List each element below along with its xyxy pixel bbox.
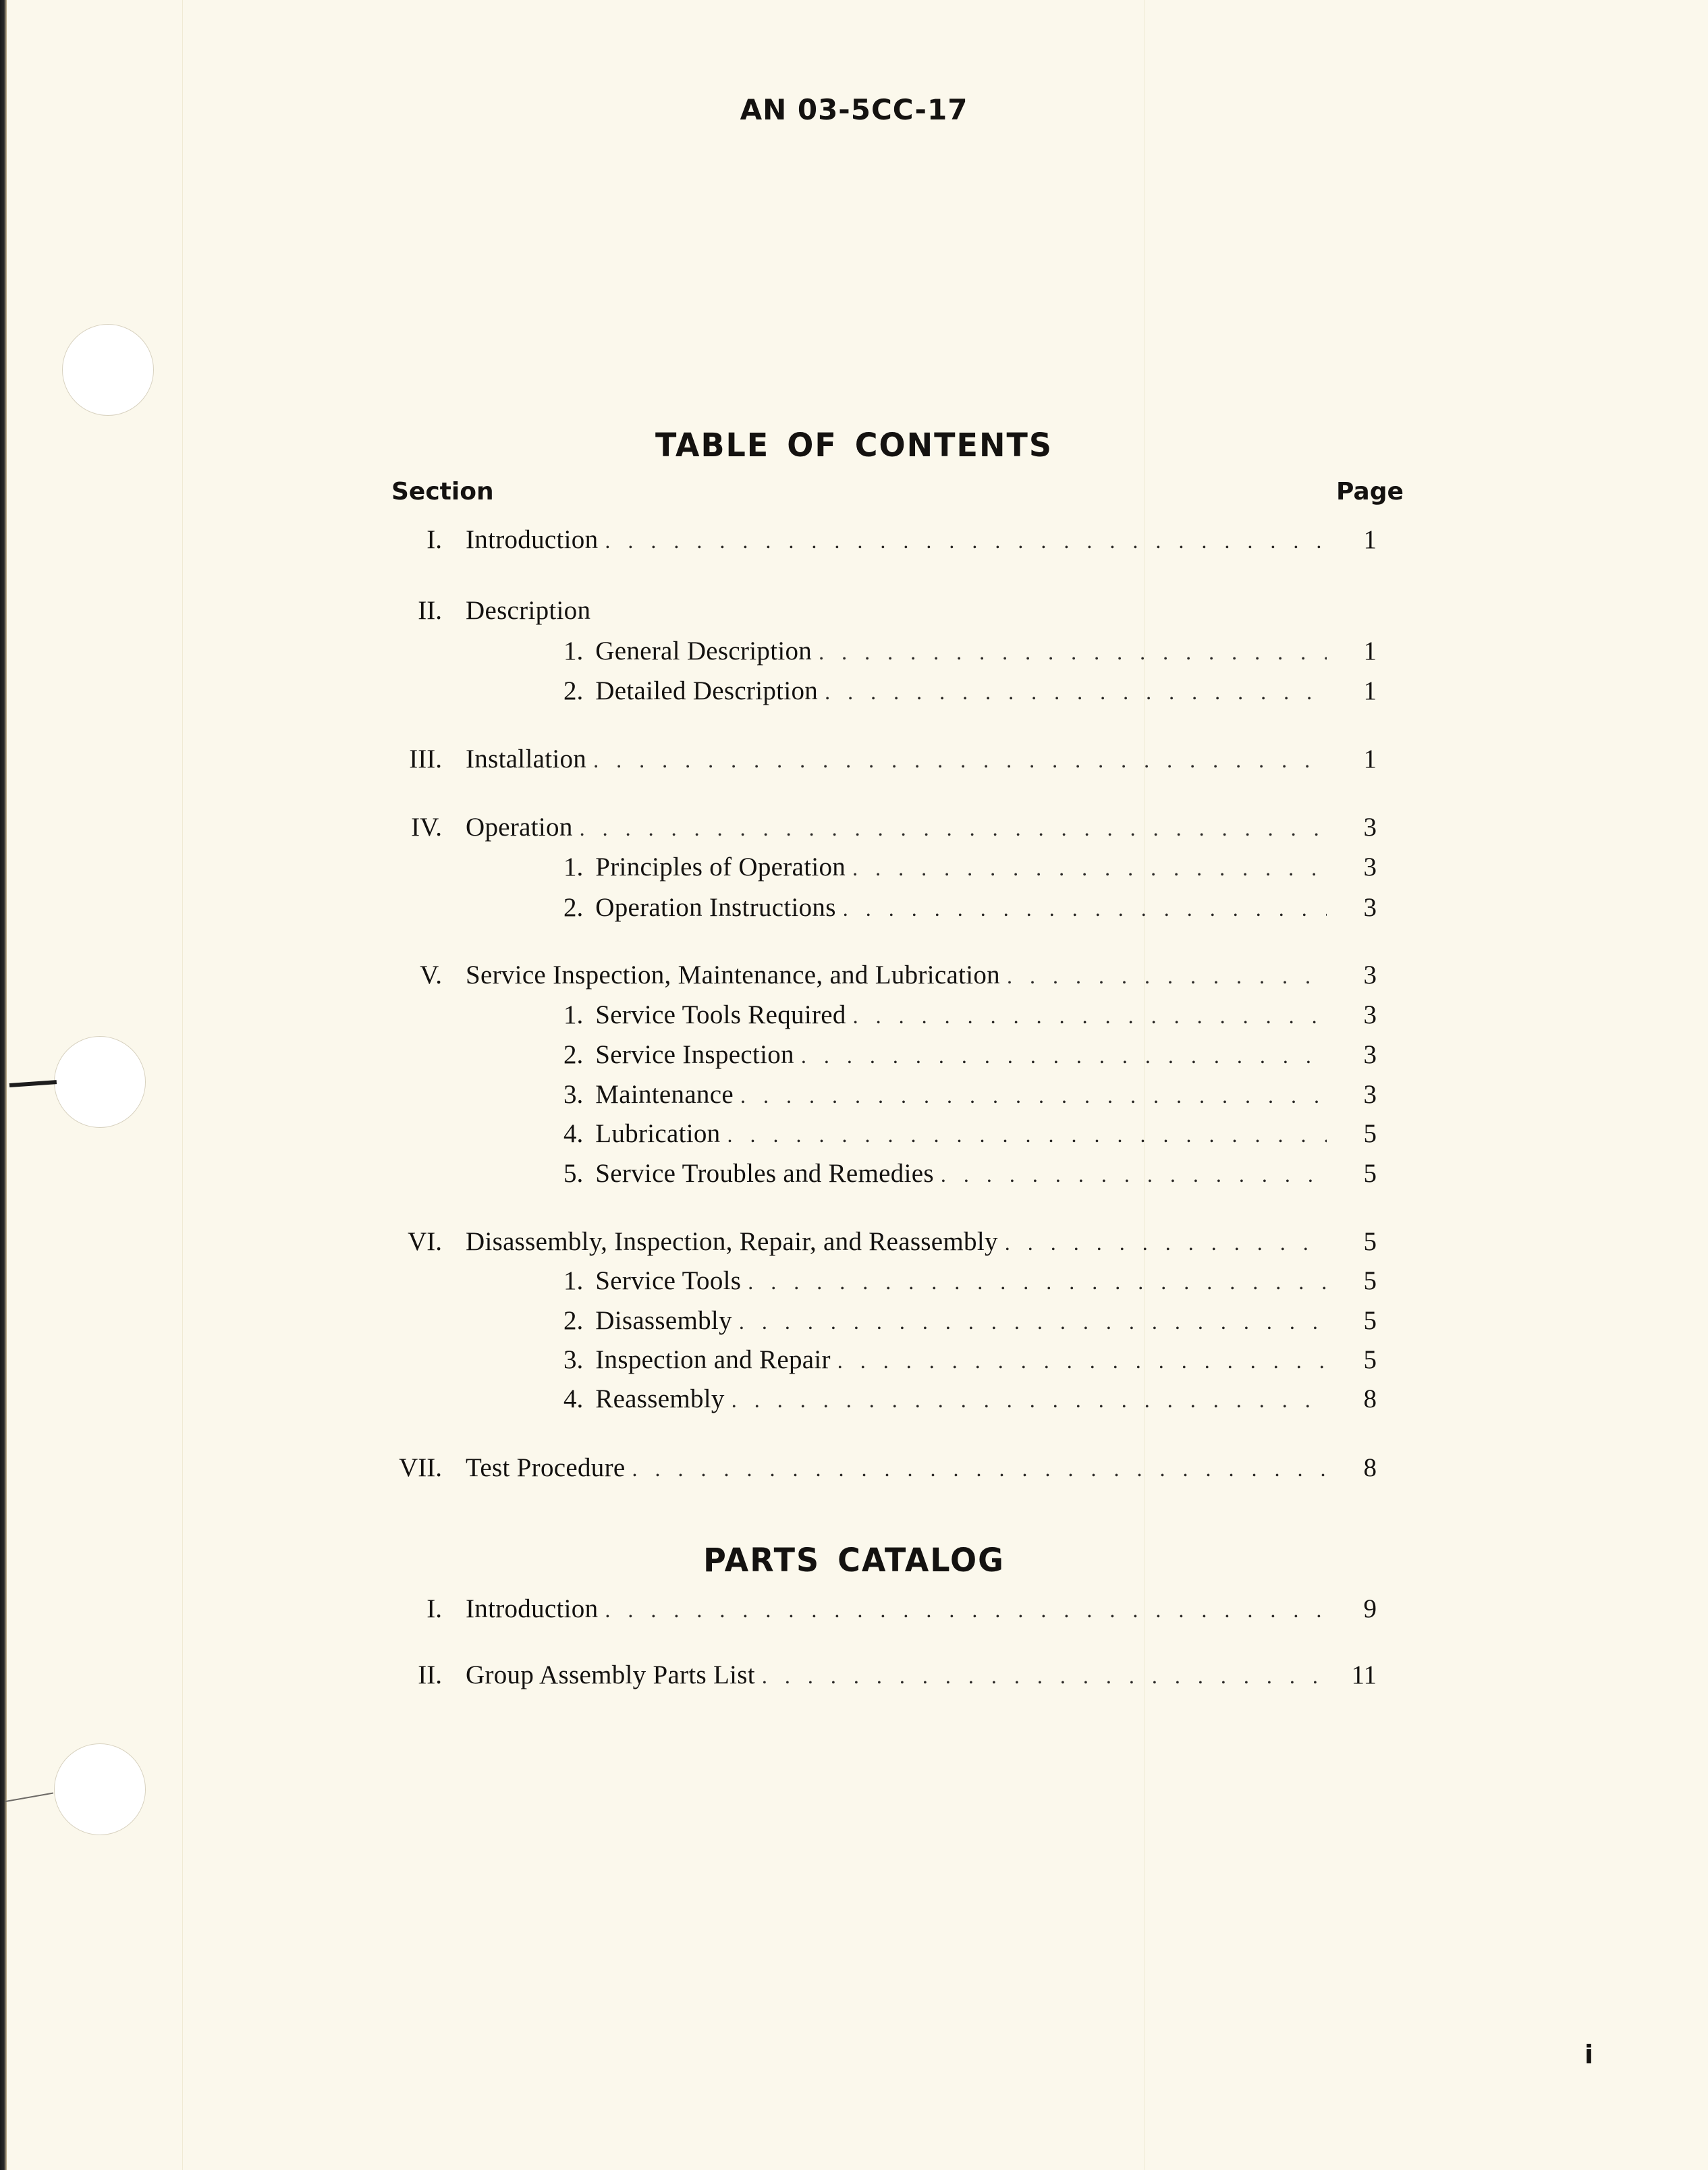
subsection-number: 5. <box>563 1159 584 1188</box>
entry-title-group <box>466 1592 1336 1627</box>
dot-leader <box>732 1383 1327 1417</box>
page-number: 3 <box>1363 960 1377 989</box>
toc-entry[interactable] <box>378 1592 1377 1626</box>
dot-leader <box>1005 1226 1327 1259</box>
entry-title-group <box>563 1382 1336 1417</box>
entry-title-group <box>563 998 1336 1033</box>
dot-leader <box>843 892 1327 925</box>
toc-entry[interactable] <box>378 1078 1377 1112</box>
page-number: 3 <box>1363 852 1377 881</box>
section-numeral: VI. <box>408 1227 442 1256</box>
page-number: 3 <box>1363 813 1377 842</box>
entry-title: Service Inspection, Maintenance, and Lubrication <box>466 960 1000 989</box>
entry-title: Reassembly <box>595 1384 725 1413</box>
section-numeral: II. <box>418 596 442 625</box>
entry-title-group <box>563 1078 1336 1112</box>
dot-leader <box>748 1265 1327 1299</box>
subsection-number: 2. <box>563 1306 584 1335</box>
tear-mark <box>5 1793 53 1802</box>
entry-title: Service Tools <box>595 1266 742 1295</box>
entry-title: Introduction <box>466 525 599 554</box>
dot-leader <box>941 1158 1327 1191</box>
subsection-number: 1. <box>563 1266 584 1295</box>
page-number: 5 <box>1363 1266 1377 1295</box>
page-number: 3 <box>1363 1040 1377 1069</box>
document-code: AN 03-5CC-17 <box>740 93 968 126</box>
toc-entry[interactable] <box>378 1304 1377 1338</box>
dot-leader <box>605 1593 1327 1627</box>
page-number: 5 <box>1363 1345 1377 1374</box>
subsection-number: 1. <box>563 852 584 881</box>
entry-title: Test Procedure <box>466 1453 626 1482</box>
dot-leader <box>852 851 1327 885</box>
punch-hole-top <box>62 324 154 416</box>
subsection-number: 3. <box>563 1080 584 1109</box>
toc-entry[interactable] <box>378 1343 1377 1377</box>
entry-title-group <box>563 1264 1336 1299</box>
entry-title-group <box>466 523 1336 558</box>
page-number: 5 <box>1363 1227 1377 1256</box>
page-number: 5 <box>1363 1306 1377 1335</box>
entry-title: Service Troubles and Remedies <box>595 1159 934 1188</box>
page-number: 5 <box>1363 1119 1377 1148</box>
entry-title-group <box>563 674 1336 709</box>
toc-entry[interactable] <box>378 1117 1377 1151</box>
section-numeral: IV. <box>411 813 442 842</box>
entry-title-group <box>466 742 1336 777</box>
entry-title-group <box>563 850 1336 885</box>
entry-title-group <box>563 1343 1336 1378</box>
dot-leader <box>801 1039 1327 1073</box>
entry-title: Inspection and Repair <box>595 1345 831 1374</box>
toc-entry[interactable] <box>378 634 1377 668</box>
page-number: 8 <box>1363 1384 1377 1413</box>
entry-title: Operation Instructions <box>595 893 836 922</box>
subsection-number: 2. <box>563 1040 584 1069</box>
page-number: 3 <box>1363 893 1377 922</box>
page-number: 1 <box>1363 525 1377 554</box>
dot-leader <box>739 1305 1327 1338</box>
toc-entry[interactable] <box>378 1382 1377 1416</box>
entry-title: Installation <box>466 744 587 774</box>
entry-title: Operation <box>466 813 573 842</box>
dot-leader <box>605 524 1327 558</box>
entry-title-group <box>466 594 1336 628</box>
entry-title: General Description <box>595 636 812 666</box>
dot-leader <box>837 1344 1327 1378</box>
entry-title: Group Assembly Parts List <box>466 1660 755 1689</box>
toc-entry[interactable] <box>378 811 1377 844</box>
toc-entry[interactable] <box>378 742 1377 776</box>
subsection-number: 1. <box>563 1000 584 1029</box>
entry-title-group <box>466 958 1336 993</box>
page-folio: i <box>1585 2040 1594 2069</box>
subsection-number: 4. <box>563 1384 584 1413</box>
dot-leader <box>593 743 1327 777</box>
toc-entry[interactable] <box>378 958 1377 992</box>
dot-leader <box>853 999 1327 1033</box>
entry-title: Description <box>466 596 591 625</box>
dot-leader <box>632 1452 1327 1486</box>
subsection-number: 2. <box>563 676 584 705</box>
subsection-number: 1. <box>563 636 584 666</box>
entry-title: Maintenance <box>595 1080 734 1109</box>
page-number: 9 <box>1363 1594 1377 1623</box>
tear-mark <box>9 1080 57 1087</box>
section-column-label: Section <box>391 478 494 506</box>
entry-title: Introduction <box>466 1594 599 1623</box>
dot-leader <box>727 1118 1327 1151</box>
entry-title: Principles of Operation <box>595 852 846 881</box>
toc-entry[interactable] <box>378 850 1377 884</box>
section-numeral: V. <box>420 960 442 989</box>
toc-entry[interactable] <box>378 1451 1377 1485</box>
toc-entry[interactable] <box>378 1264 1377 1298</box>
entry-title: Disassembly <box>595 1306 732 1335</box>
toc-entry[interactable] <box>378 1225 1377 1259</box>
page-number: 5 <box>1363 1159 1377 1188</box>
section-numeral: I. <box>426 525 442 554</box>
entry-title: Disassembly, Inspection, Repair, and Reassembly <box>466 1227 998 1256</box>
toc-heading: TABLE OF CONTENTS <box>655 425 1053 464</box>
scan-artifact-line <box>182 0 183 2170</box>
entry-title-group <box>563 1304 1336 1338</box>
dot-leader <box>580 811 1327 845</box>
toc-entry[interactable] <box>378 998 1377 1032</box>
toc-entry[interactable] <box>378 594 1377 628</box>
entry-title-group <box>563 1157 1336 1191</box>
page-number: 3 <box>1363 1000 1377 1029</box>
punch-hole-bottom <box>54 1743 146 1835</box>
entry-title-group <box>466 811 1336 845</box>
binding-edge <box>0 0 7 2170</box>
toc-entry[interactable] <box>378 523 1377 557</box>
toc-entry[interactable] <box>378 1157 1377 1191</box>
subsection-number: 2. <box>563 893 584 922</box>
entry-title-group <box>466 1658 1336 1693</box>
page-number: 1 <box>1363 676 1377 705</box>
dot-leader <box>740 1079 1327 1112</box>
entry-title: Detailed Description <box>595 676 819 705</box>
entry-title-group <box>563 891 1336 925</box>
subsection-number: 3. <box>563 1345 584 1374</box>
page-number: 1 <box>1363 744 1377 774</box>
entry-title: Lubrication <box>595 1119 721 1148</box>
entry-title-group <box>466 1451 1336 1486</box>
toc-entry[interactable] <box>378 891 1377 925</box>
dot-leader <box>825 675 1327 709</box>
subsection-number: 4. <box>563 1119 584 1148</box>
section-numeral: VII. <box>399 1453 442 1482</box>
punch-hole-middle <box>54 1036 146 1128</box>
entry-title-group <box>563 1038 1336 1073</box>
dot-leader <box>819 635 1327 669</box>
page-number: 11 <box>1351 1660 1377 1689</box>
toc-entry[interactable] <box>378 1658 1377 1692</box>
dot-leader <box>1007 959 1327 993</box>
entry-title-group <box>563 634 1336 669</box>
page-number: 8 <box>1363 1453 1377 1482</box>
page-number: 3 <box>1363 1080 1377 1109</box>
parts-catalog-heading: PARTS CATALOG <box>703 1540 1005 1579</box>
toc-entry[interactable] <box>378 674 1377 708</box>
section-numeral: III. <box>409 744 442 774</box>
page-number: 1 <box>1363 636 1377 666</box>
entry-title-group <box>466 1225 1336 1259</box>
entry-title: Service Tools Required <box>595 1000 846 1029</box>
entry-title-group <box>563 1117 1336 1151</box>
section-numeral: II. <box>418 1660 442 1689</box>
section-numeral: I. <box>426 1594 442 1623</box>
entry-title: Service Inspection <box>595 1040 794 1069</box>
toc-entry[interactable] <box>378 1038 1377 1072</box>
dot-leader <box>762 1659 1327 1693</box>
page-column-label: Page <box>1336 478 1404 506</box>
